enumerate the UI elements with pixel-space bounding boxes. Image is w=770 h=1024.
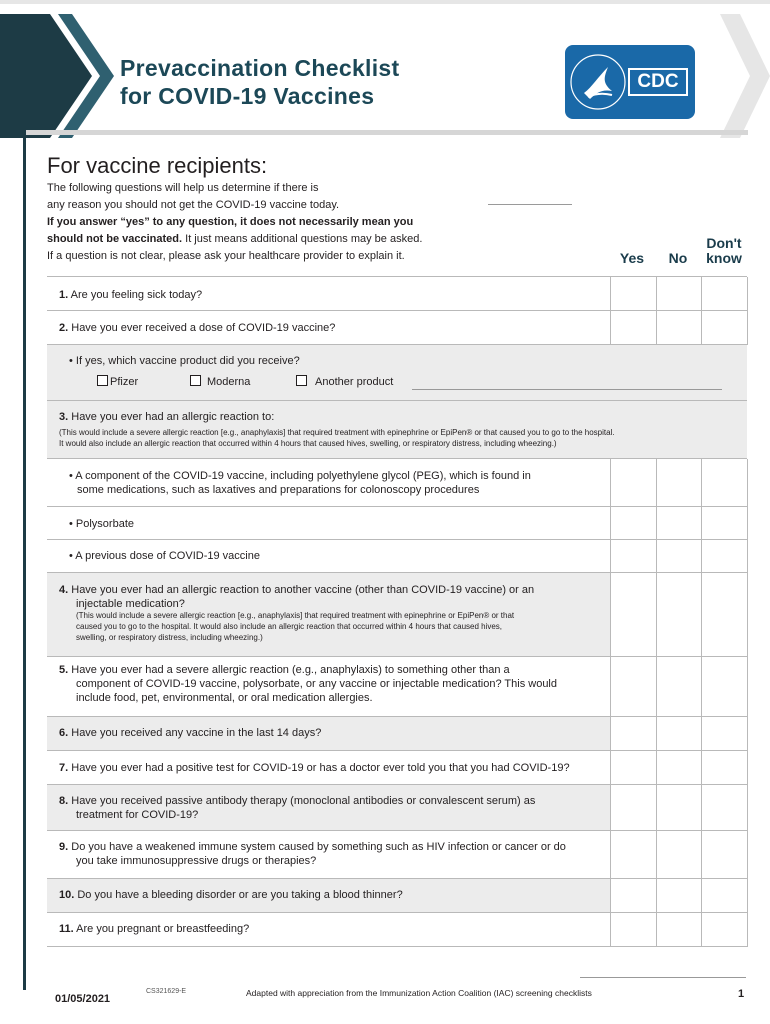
answer-no-10[interactable]: [656, 879, 702, 913]
question-text: Are you feeling sick today?: [70, 289, 203, 301]
answer-dont-know-11[interactable]: [701, 913, 748, 947]
cdc-logo-text: CDC: [637, 71, 679, 92]
answer-dont-know-3b[interactable]: [701, 507, 748, 540]
question-3b: • Polysorbate: [69, 518, 134, 530]
answer-no-7[interactable]: [656, 751, 702, 785]
question-row-3a: [47, 458, 747, 507]
answer-yes-6[interactable]: [610, 717, 657, 751]
question-6: [59, 726, 599, 740]
question-4-note: [76, 610, 606, 643]
answer-no-1[interactable]: [656, 277, 702, 311]
title-line-1: Prevaccination Checklist: [120, 55, 400, 81]
question-10: [59, 888, 599, 902]
answer-dont-know-4[interactable]: [701, 573, 748, 657]
answer-no-2[interactable]: [656, 311, 702, 345]
question-5: [59, 663, 599, 705]
right-chevron-decoration: [720, 14, 770, 143]
option-pfizer: Pfizer: [110, 376, 139, 388]
question-3-note-line-1: (This would include a severe allergic reaction [e.g., anaphylaxis] that required treatment with epinephrine or EpiPen® or that caused you to go to the hospital.: [59, 428, 615, 437]
question-5-line-1: Have you ever had a severe allergic reaction (e.g., anaphylaxis) to something other than a: [71, 664, 510, 676]
question-row-1: [47, 276, 747, 311]
question-4: [59, 583, 599, 611]
answer-yes-4[interactable]: [610, 573, 657, 657]
question-number: 5.: [59, 664, 69, 676]
question-row-11: [47, 912, 747, 947]
answer-dont-know-5[interactable]: [701, 657, 748, 717]
answer-dont-know-8[interactable]: [701, 785, 748, 831]
question-row-2: [47, 310, 747, 345]
question-3a-line-2: some medications, such as laxatives and preparations for colonoscopy procedures: [77, 484, 480, 496]
footer-attribution: Adapted with appreciation from the Immunization Action Coalition (IAC) screening checklists: [246, 988, 592, 998]
answer-dont-know-1[interactable]: [701, 277, 748, 311]
answer-dont-know-3c[interactable]: [701, 540, 748, 573]
question-4-note-line-2: caused you to go to the hospital. It would also include an allergic reaction that occurred within 4 hours that caused hives,: [76, 622, 503, 631]
question-row-10: [47, 878, 747, 913]
hhs-eagle-seal-icon: [568, 47, 628, 122]
top-strip: [0, 0, 770, 4]
question-text: Have you ever had an allergic reaction to:: [71, 411, 275, 423]
question-number: 9.: [59, 841, 69, 853]
left-margin-rule: [23, 132, 26, 990]
answer-yes-3a[interactable]: [610, 459, 657, 507]
footer-date: 01/05/2021: [55, 993, 111, 1005]
question-2: [59, 321, 599, 335]
question-text: Have you ever had a positive test for COVID-19 or has a doctor ever told you that you had COVID-19?: [71, 762, 570, 774]
intro-line-4-rest: It just means additional questions may be asked.: [182, 233, 423, 245]
page-title: [120, 54, 399, 110]
question-2a: • If yes, which vaccine product did you receive?: [69, 355, 300, 367]
question-text: Are you pregnant or breastfeeding?: [76, 923, 250, 935]
answer-yes-8[interactable]: [610, 785, 657, 831]
answer-dont-know-6[interactable]: [701, 717, 748, 751]
question-5-line-3: include food, pet, environmental, or oral medication allergies.: [76, 692, 373, 704]
question-text: Have you ever received a dose of COVID-19 vaccine?: [71, 322, 336, 334]
answer-yes-9[interactable]: [610, 831, 657, 879]
answer-yes-11[interactable]: [610, 913, 657, 947]
intro-line-2: any reason you should not get the COVID-19 vaccine today.: [47, 199, 340, 211]
header-chevron-decoration: [0, 14, 120, 138]
question-row-8: [47, 784, 747, 831]
section-heading: For vaccine recipients:: [47, 153, 268, 178]
signature-line: [488, 204, 572, 205]
answer-dont-know-3a[interactable]: [701, 459, 748, 507]
intro-bold-4: should not be vaccinated.: [47, 233, 183, 245]
answer-yes-3b[interactable]: [610, 507, 657, 540]
question-row-2a: [47, 344, 747, 401]
answer-dont-know-2[interactable]: [701, 311, 748, 345]
answer-no-3a[interactable]: [656, 459, 702, 507]
intro-bold-3: If you answer “yes” to any question, it does not necessarily mean you: [47, 216, 414, 228]
question-number: 8.: [59, 795, 69, 807]
answer-no-3c[interactable]: [656, 540, 702, 573]
answer-no-3b[interactable]: [656, 507, 702, 540]
title-line-2: for COVID-19 Vaccines: [120, 83, 375, 109]
question-5-line-2: component of COVID-19 vaccine, polysorbate, or any vaccine or injectable medication? This would: [76, 678, 557, 690]
question-8-line-1: Have you received passive antibody therapy (monoclonal antibodies or convalescent serum) as: [71, 795, 536, 807]
question-number: 3.: [59, 411, 69, 423]
column-header-dont-know-2: know: [706, 250, 742, 266]
checkbox-pfizer[interactable]: [97, 375, 108, 386]
question-8: [59, 794, 599, 822]
answer-yes-7[interactable]: [610, 751, 657, 785]
question-4-note-line-1: (This would include a severe allergic reaction [e.g., anaphylaxis] that required treatment with epinephrine or EpiPen® or that: [76, 611, 515, 620]
answer-yes-3c[interactable]: [610, 540, 657, 573]
intro-line-4: [47, 231, 487, 248]
answer-dont-know-9[interactable]: [701, 831, 748, 879]
column-header-no: No: [668, 250, 688, 266]
question-number: 7.: [59, 762, 69, 774]
question-9: [59, 840, 599, 868]
column-header-dont-know: [700, 236, 748, 266]
question-3-note-line-2: It would also include an allergic reaction that occurred within 4 hours that caused hives, swelling, or respiratory distress, including wheezing.): [59, 439, 557, 448]
question-number: 10.: [59, 889, 75, 901]
checkbox-another-product[interactable]: [296, 375, 307, 386]
question-3a: [69, 469, 609, 497]
question-row-5: [47, 656, 747, 717]
question-number: 2.: [59, 322, 69, 334]
question-row-3: [47, 400, 747, 459]
question-number: 6.: [59, 727, 69, 739]
question-number: 1.: [59, 289, 69, 301]
question-row-4: [47, 572, 747, 657]
option-moderna: Moderna: [207, 376, 251, 388]
footer-rule: [580, 977, 746, 978]
intro-line-3: [47, 214, 487, 231]
answer-no-6[interactable]: [656, 717, 702, 751]
question-number: 4.: [59, 584, 69, 596]
question-4-line-1: Have you ever had an allergic reaction to another vaccine (other than COVID-19 vaccine) or an: [71, 584, 535, 596]
answer-no-11[interactable]: [656, 913, 702, 947]
answer-dont-know-10[interactable]: [701, 879, 748, 913]
checkbox-moderna[interactable]: [190, 375, 201, 386]
question-3-note: [59, 427, 739, 449]
question-row-6: [47, 716, 747, 751]
question-3c: • A previous dose of COVID-19 vaccine: [69, 550, 260, 562]
question-4-line-2: injectable medication?: [76, 598, 185, 610]
question-row-7: [47, 750, 747, 785]
answer-no-4[interactable]: [656, 573, 702, 657]
question-3: [59, 410, 599, 424]
another-product-input-line[interactable]: [412, 389, 722, 390]
question-9-line-1: Do you have a weakened immune system caused by something such as HIV infection or cancer or do: [71, 841, 566, 853]
intro-line-1: The following questions will help us determine if there is: [47, 182, 319, 194]
column-header-yes: Yes: [619, 250, 645, 266]
question-row-9: [47, 830, 747, 879]
question-9-line-2: you take immunosuppressive drugs or therapies?: [76, 855, 317, 867]
table-bottom-border: [47, 946, 747, 947]
question-7: [59, 761, 609, 775]
question-11: [59, 922, 599, 936]
intro-line-5: If a question is not clear, please ask your healthcare provider to explain it.: [47, 250, 405, 262]
answer-dont-know-7[interactable]: [701, 751, 748, 785]
header-divider: [26, 130, 748, 135]
question-text: Have you received any vaccine in the last 14 days?: [71, 727, 322, 739]
page-number: 1: [738, 988, 745, 1000]
option-another-product: Another product: [315, 376, 394, 388]
footer-doc-code: CS321629-E: [146, 988, 187, 995]
answer-yes-10[interactable]: [610, 879, 657, 913]
answer-no-9[interactable]: [656, 831, 702, 879]
question-4-note-line-3: swelling, or respiratory distress, including wheezing.): [76, 633, 263, 642]
column-header-dont-know-1: Don't: [706, 235, 742, 251]
question-row-3c: [47, 539, 747, 573]
question-text: Do you have a bleeding disorder or are you taking a blood thinner?: [77, 889, 403, 901]
cdc-logo-frame: [628, 68, 688, 96]
intro-text: [47, 180, 487, 265]
answer-no-8[interactable]: [656, 785, 702, 831]
answer-yes-1[interactable]: [610, 277, 657, 311]
question-row-3b: [47, 506, 747, 540]
question-3a-line-1: • A component of the COVID-19 vaccine, including polyethylene glycol (PEG), which is found in: [69, 470, 531, 482]
answer-yes-2[interactable]: [610, 311, 657, 345]
question-8-line-2: treatment for COVID-19?: [76, 809, 199, 821]
question-number: 11.: [59, 923, 74, 935]
question-1: [59, 288, 599, 302]
answer-yes-5[interactable]: [610, 657, 657, 717]
answer-no-5[interactable]: [656, 657, 702, 717]
